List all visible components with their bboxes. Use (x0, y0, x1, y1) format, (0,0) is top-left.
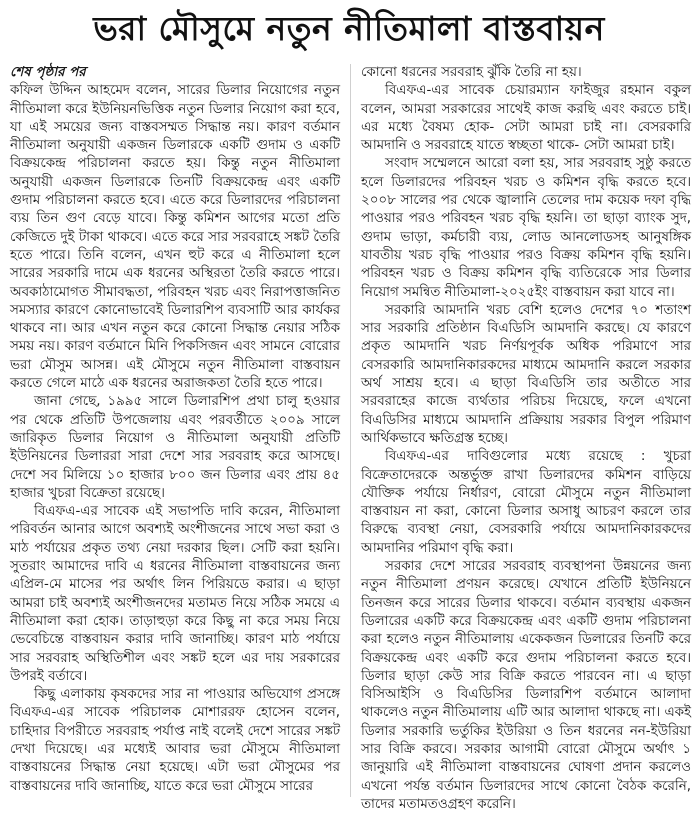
article-paragraph: কফিল উদ্দিন আহমেদ বলেন, সারের ডিলার নিয়োগের নতুন নীতিমালা করে ইউনিয়নভিত্তিক নতুন ডিলার নিয়োগ করা হবে, যা এই সময়ের জন্য বাস্তবসম্মত সিদ্ধান্ত নয়। কারণ বর্তমান নীতিমালা অনুযায়ী একজন ডিলারকে একটি গুদাম ও একটি বিক্রয়কেন্দ্র পরিচালনা করতে হয়। কিন্তু নতুন নীতিমালা অনুযায়ী একজন ডিলারকে তিনটি বিক্রয়কেন্দ্র এবং একটি গুদাম পরিচালনা করতে হবে। এতে করে ডিলারদের পরিচালনা ব্যয় তিন গুণ বেড়ে যাবে। কিন্তু কমিশন আগের মতো প্রতি কেজিতে দুই টাকা থাকবে। এতে করে সার সরবরাহে সঙ্কট তৈরি হতে পারে। তিনি বলেন, এখন হুট করে এ নীতিমালা হলে সারের সরকারি দামে এক ধরনের অস্থিরতা তৈরি করতে পারে। অবকাঠামোগত সীমাবদ্ধতা, পরিবহন খরচ এবং নিরাপত্তাজনিত সমস্যার কারণে কোনোভাবেই ডিলারশিপ ব্যবসাটি আর কার্যকর থাকবে না। আর এখন নতুন করে কোনো সিদ্ধান্ত নেয়ার সঠিক সময় নয়। কারণ বর্তমানে মিনি পিকসিজন এবং সামনে বোরোর ভরা মৌসুম আসন্ন। এই মৌসুমে নতুন নীতিমালা বাস্তবায়ন করতে গেলে মাঠে এক ধরনের অরাজকতা তৈরি হতে পারে। (10, 83, 340, 392)
article-paragraph: বিএফএ-এর দাবিগুলোর মধ্যে রয়েছে : খুচরা বিক্রেতাদেরকে অন্তর্ভুক্ত রাখা ডিলারদের কমিশন বাড়িয়ে যৌক্তিক পর্যায়ে নির্ধারণ, বোরো মৌসুমে নতুন নীতিমালা বাস্তবায়ন না করা, কোনো ডিলার অসাধু আচরণ করলে তার বিরুদ্ধে ব্যবস্থা নেয়া, বেসরকারি পর্যায়ে আমদানিকারকদের আমদানির পরিমাণ বৃদ্ধি করা। (361, 449, 691, 556)
article-column-left (10, 64, 340, 804)
article-paragraph: বিএফএ-এর সাবেক চেয়ারম্যান ফাইজুর রহমান বকুল বলেন, আমরা সরকারের সাথেই কাজ করছি এবং করতে চাই। এর মধ্যে বৈষম্য হোক- সেটা আমরা চাই না। বেসরকারি আমদানি ও সরবরাহে যাতে স্বচ্ছতা থাকে- সেটা আমরা চাই। (361, 83, 691, 154)
article-paragraph: কোনো ধরনের সরবরাহ ঝুঁকি তৈরি না হয়। (361, 65, 582, 80)
headline: ভরা মৌসুমে নতুন নীতিমালা বাস্তবায়ন (93, 9, 605, 48)
article-paragraph: বিএফএ-এর সাবেক এই সভাপতি দাবি করেন, নীতিমালা পরিবর্তন আনার আগে অবশ্যই অংশীজনের সাথে সভা করা ও মাঠ পর্যায়ের প্রকৃত তথ্য নেয়া দরকার ছিল। সেটি করা হয়নি। সুতরাং আমাদের দাবি এ ধরনের নীতিমালা বাস্তবায়নের জন্য এপ্রিল-মে মাসের পর অর্থাৎ লিন পিরিয়ডে করার। এ ছাড়া আমরা চাই অবশ্যই অংশীজনদের মতামত নিয়ে সঠিক সময়ে এ নীতিমালা করা হোক। তাড়াহুড়া করে কিছু না করে সময় নিয়ে ভেবেচিন্তে বাস্তবায়ন করার দাবি জানাচ্ছি। কারণ মাঠ পর্যায়ে সার সরবরাহ অস্থিতিশীল এবং সঙ্কট হলে এর দায় সরকারের উপরই বর্তাবে। (10, 504, 340, 684)
article-paragraph: সংবাদ সম্মেলনে আরো বলা হয়, সার সরবরাহ সুষ্ঠু করতে হলে ডিলারদের পরিবহন খরচ ও কমিশন বৃদ্ধি করতে হবে। ২০০৮ সালের পর থেকে জ্বালানি তেলের দাম কয়েক দফা বৃদ্ধি পাওয়ার পরও পরিবহন খরচ বৃদ্ধি হয়নি। তা ছাড়া ব্যাংক সুদ, গুদাম ভাড়া, কর্মচারী ব্যয়, লোড আনলোডসহ আনুষঙ্গিক যাবতীয় খরচ বৃদ্ধি পাওয়ার পরও বিক্রয় কমিশন বৃদ্ধি হয়নি। পরিবহন খরচ ও বিক্রয় কমিশন বৃদ্ধি ব্যতিরেকে সার ডিলার নিয়োগ সমন্বিত নীতিমালা-২০২৫ইং বাস্তবায়ন করা যাবে না। (361, 156, 691, 300)
article-column-right (361, 64, 691, 812)
article-paragraph: সরকারি আমদানি খরচ বেশি হলেও দেশের ৭০ শতাংশ সার সরকারি প্রতিষ্ঠান বিএডিসি আমদানি করছে। যে কারণে প্রকৃত আমদানি খরচ নির্ণয়পূর্বক অধিক পরিমাণে সার বেসরকারি আমদানিকারকদের মাধ্যমে আমদানি করলে সরকার অর্থ সাশ্রয় হবে। এ ছাড়া বিএডিসি তার অতীতে সার সরবরাহের কাজে ব্যর্থতার পরিচয় দিয়েছে, ফলে এখনো বিএডিসির মাধ্যমে আমদানি প্রক্রিয়ায় সরকার বিপুল পরিমাণ আর্থিকভাবে ক্ষতিগ্রস্ত হচ্ছে। (361, 302, 691, 446)
column-divider (350, 64, 351, 797)
continuation-kicker: শেষ পৃষ্ঠার পর (10, 65, 86, 80)
article-paragraph: সরকার দেশে সারের সরবরাহ ব্যবস্থাপনা উন্নয়নের জন্য নতুন নীতিমালা প্রণয়ন করেছে। যেখানে প্রতিটি ইউনিয়নে তিনজন করে সারের ডিলার থাকবে। বর্তমান ব্যবস্থায় একজন ডিলারের একটি করে বিক্রয়কেন্দ্র এবং একটি গুদাম পরিচালনা করা হলেও নতুন নীতিমালায় একেকজন ডিলারের তিনটি করে বিক্রয়কেন্দ্র এবং একটি করে গুদাম পরিচালনা করতে হবে। ডিলার ছাড়া কেউ সার বিক্রি করতে পারবেন না। এ ছাড়া বিসিআইসি ও বিএডিসির ডিলারশিপ বর্তমানে আলাদা থাকলেও নতুন নীতিমালায় এটি আর আলাদা থাকছে না। একই ডিলার সরকারি ভর্তুকির ইউরিয়া ও তিন ধরনের নন-ইউরিয়া সার বিক্রি করবে। সরকার আগামী বোরো মৌসুমে অর্থাৎ ১ জানুয়ারি এই নীতিমালা বাস্তবায়নের ঘোষণা প্রদান করলেও এখনো পর্যন্ত বর্তমান ডিলারদের সাথে কোনো বৈঠক করেনি, তাদের মতামতওগ্রহণ করেনি। (361, 559, 691, 812)
article-paragraph: জানা গেছে, ১৯৯৫ সালে ডিলারশিপ প্রথা চালু হওয়ার পর থেকে প্রতিটি উপজেলায় এবং পরবর্তীতে ২০০৯ সালে জারিকৃত ডিলার নিয়োগ ও নীতিমালা অনুযায়ী প্রতিটি ইউনিয়নের ডিলাররা সারা দেশে সার সরবরাহ করে আসছে। দেশে সব মিলিয়ে ১০ হাজার ৮০০ জন ডিলার এবং প্রায় ৪৫ হাজার খুচরা বিক্রেতা রয়েছে। (10, 394, 340, 501)
article-paragraph: কিছু এলাকায় কৃষকদের সার না পাওয়ার অভিযোগ প্রসঙ্গে বিএফএ-এর সাবেক পরিচালক মোশাররফ হোসেন বলেন, চাহিদার বিপরীতে সরবরাহ পর্যাপ্ত নাই বলেই দেশে সারের সঙ্কট দেখা দিয়েছে। এর মধ্যেই আবার ভরা মৌসুমে নীতিমালা বাস্তবায়নের সিদ্ধান্ত নেয়া হয়েছে। এটা ভরা মৌসুমের পর বাস্তবায়নের দাবি জানাচ্ছি, যাতে করে ভরা মৌসুমে সারের (10, 687, 340, 794)
